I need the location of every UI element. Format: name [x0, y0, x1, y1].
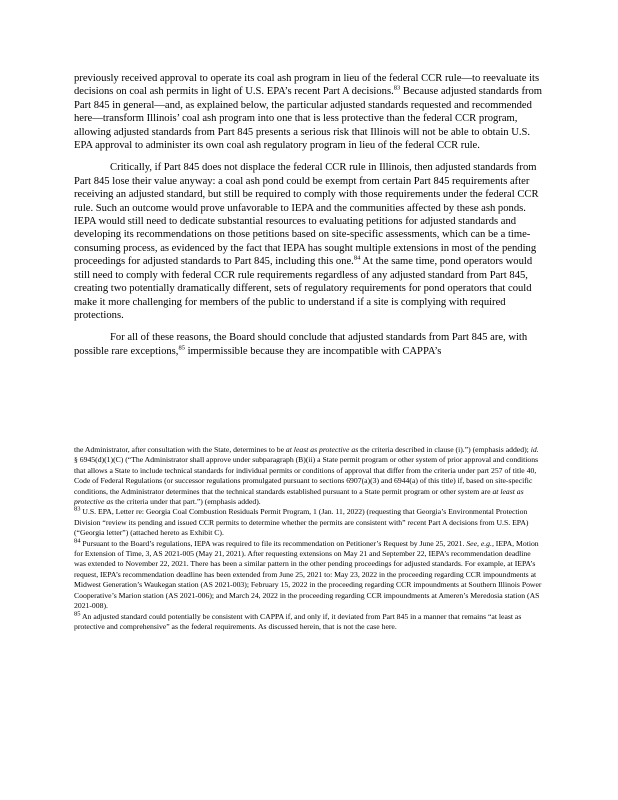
emphasis-text: at least as protective as — [74, 486, 524, 507]
body-text — [74, 72, 544, 367]
paragraph-3 — [74, 331, 544, 358]
footnote-85 — [74, 609, 544, 633]
text-run: Because adjusted standards from Part 845 in general—and, as explained below, the particular adjusted standards requested and recommended here—transform Illinois’ coal ash program into one that is less protective than the federal CCR program, allowing adjusted standards from Part 845 presents a serious risk that Illinois will not be able to obtain U.S. EPA approval to administer its own coal ash regulatory program in lieu of the federal CCR rule. — [74, 86, 543, 152]
text-run: the criteria described in clause (i).”) (emphasis added); — [358, 445, 531, 454]
text-run: previously received approval to operate its coal ash program in lieu of the federal CCR rule—to reevaluate its decisions on coal ash permits in light of U.S. EPA’s recent Part A decisions. — [74, 73, 540, 98]
footnote-84 — [74, 539, 544, 612]
text-run: the criteria under that part.”) (emphasis added). — [113, 497, 261, 507]
text-run: U.S. EPA, Letter re: Georgia Coal Combustion Residuals Permit Program, 1 (Jan. 11, 2022) (requesting that Georgia’s Environmental Protection Division “review its pending and issued CCR permits to determine whether the permits are consistent with” recent Part A decisions from U.S. EPA) (“Georgia letter”) (attached hereto as Exhibit C). — [74, 507, 529, 538]
text-run: Pursuant to the Board’s regulations, IEPA was required to file its recommendation on Petitioner’s Request by June 25, 2021. — [80, 538, 467, 548]
paragraph-2 — [74, 161, 544, 322]
text-run: § 6945(d)(1)(C) (“The Administrator shall approve under subparagraph (B)(ii) a State permit program or other system of prior approval and conditions that allows a State to include technical standards for individual permits or conditions of approval that differ from the criteria under part 257 of title 40, Code of Federal Regulations (or successor regulations promulgated pursuant to sections 6907(a)(3) and 6944(a) of this title) if, based on site-specific conditions, the Administrator determines that the technical standards established pursuant to a State permit program or other system are — [74, 455, 539, 496]
text-run: At the same time, pond operators would still need to comply with federal CCR rule requirements regardless of any adjusted standard from Part 845, creating two potentially dramatically different, sets of regulatory requirements for pond operators that could make it more challenging for members of the public to understand if a site is complying with required protections. — [74, 256, 533, 321]
text-run: , IEPA, Motion for Extension of Time, 3, AS 2021-005 (May 21, 2021). After requesting extensions on May 21 and September 22, IEPA’s recommendation deadline was extended to November 22, 2021. There has been a similar pattern in the other pending proceedings for adjusted standards. For example, at IEPA’s request, IEPA’s recommendation deadline has been extended from June 25, 2021 to: May 23, 2022 in the proceeding regarding CCR impoundments at Midwest Generation’s Waukegan station (AS 2021-003); February 15, 2022 in the proceeding regarding CCR impoundments at Southern Illinois Power Cooperative’s Marion station (AS 2021-006); and March 24, 2022 in the proceeding regarding CCR impoundments at Ameren’s Meredosia station (AS 2021-008). — [74, 538, 542, 611]
paragraph-1 — [74, 72, 544, 152]
footnotes — [74, 445, 544, 632]
emphasis-text: at least as protective as — [285, 445, 359, 454]
footnote-ref-84[interactable]: 84 — [353, 254, 361, 262]
text-run: impermissible because they are incompatible with CAPPA’s — [184, 345, 442, 357]
footnote-ref-83[interactable]: 83 — [393, 84, 401, 92]
text-run: For all of these reasons, the Board should conclude that adjusted standards from Part 845 are, with possible rare exceptions, — [74, 332, 528, 357]
footnote-continuation — [74, 445, 544, 507]
citation-id: id. — [530, 445, 539, 454]
footnote-number: 83 — [74, 505, 81, 513]
text-run: Critically, if Part 845 does not displace the federal CCR rule in Illinois, then adjusted standards from Part 845 lose their value anyway: a coal ash pond could be exempt from certain Part 845 requirements after receiving an adjusted standard, but still be required to comply with those requirements under the federal CCR rule. Such an outcome would prove unfavorable to IEPA and the communities affected by these ash ponds. IEPA would still need to dedicate substantial resources to evaluating petitions for adjusted standards and developing its recommendations on those petitions based on site-specific assessments, which can be a time-consuming process, as evidenced by the fact that IEPA has sought multiple extensions in most of the pending proceedings for adjusted standards to Part 845, including this one. — [74, 162, 539, 268]
text-run: the Administrator, after consultation with the State, determines to be — [74, 445, 286, 454]
footnote-ref-85[interactable]: 85 — [178, 344, 185, 352]
text-run: An adjusted standard could potentially be consistent with CAPPA if, and only if, it deviated from Part 845 in a manner that remains “at least as protective and comprehensive” as the federal requirements. As discussed herein, that is not the case here. — [74, 611, 522, 631]
footnote-number: 85 — [74, 609, 81, 617]
footnote-number: 84 — [74, 537, 81, 545]
citation-signal: See, e.g. — [466, 538, 492, 548]
footnote-83 — [74, 507, 544, 538]
